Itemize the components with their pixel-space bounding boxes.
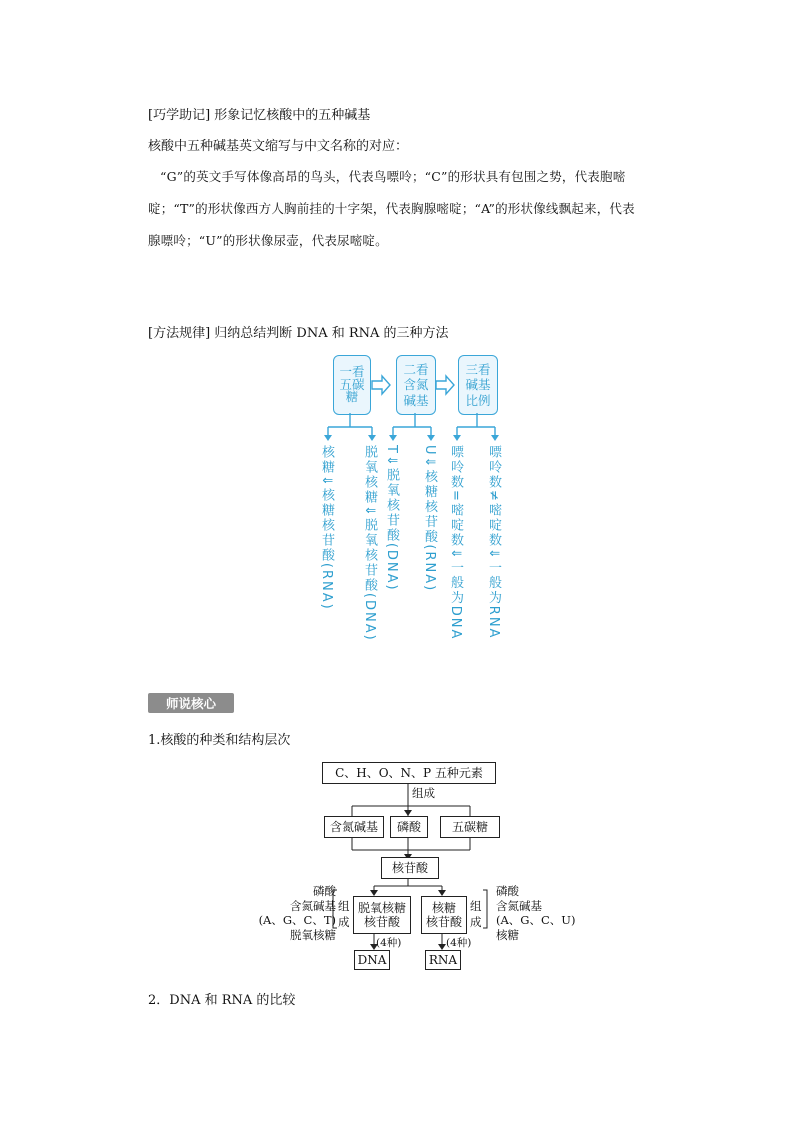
method-col-4: U⇓核糖核苷酸(RNA) [422, 445, 437, 593]
section-2-title: 2．DNA 和 RNA 的比较 [148, 993, 296, 1008]
right-compose-label: 组成 [470, 899, 482, 929]
method-col-3: T⇓脱氧核苷酸(DNA) [384, 445, 399, 592]
phosphate-box: 磷酸 [390, 816, 428, 838]
tip-line-3: 腺嘌呤；“U”的形状像尿壶，代表尿嘧啶。 [148, 233, 388, 248]
tip-subheading: 核酸中五种碱基英文缩写与中文名称的对应： [148, 139, 409, 154]
method-col-5: 嘌呤数=嘧啶数⇓一般为DNA [448, 445, 463, 641]
method-col-2: 脱氧核糖⇓脱氧核苷酸(DNA) [362, 445, 377, 642]
method-box-bases: 二看含氮碱基 [396, 355, 436, 415]
tip-heading: [巧学助记] 形象记忆核酸中的五种碱基 [148, 108, 371, 123]
dna-components-list: 磷酸 含氮碱基 (A、G、C、T) 脱氧核糖 [258, 884, 336, 942]
elements-box: C、H、O、N、P 五种元素 [322, 762, 496, 784]
nucleotide-box: 核苷酸 [381, 857, 439, 879]
dna-box: DNA [354, 950, 390, 970]
ribo-nucleotide-box: 核糖 核苷酸 [421, 896, 467, 934]
tip-line-1: “G”的英文手写体像高昂的鸟头，代表鸟嘌呤；“C”的形状具有包围之势，代表胞嘧 [160, 169, 626, 184]
rna-count: (4种) [446, 937, 472, 949]
next-arrow-icon [372, 376, 390, 394]
core-badge: 师说核心 [148, 693, 234, 713]
method-box-pentose: 一看五碳糖 [333, 355, 371, 415]
next-arrow-icon [436, 376, 454, 394]
deoxy-nucleotide-box: 脱氧核糖 核苷酸 [353, 896, 411, 934]
tip-line-2: 啶；“T”的形状像西方人胸前挂的十字架，代表胸腺嘧啶；“A”的形状像线飘起来，代表 [148, 201, 635, 216]
dna-count: (4种) [376, 937, 402, 949]
section-1-title: 1.核酸的种类和结构层次 [148, 733, 291, 748]
method-heading: [方法规律] 归纳总结判断 DNA 和 RNA 的三种方法 [148, 326, 449, 341]
method-box-ratio: 三看碱基比例 [458, 355, 498, 415]
pentose-box: 五碳糖 [440, 816, 500, 838]
compose-label: 组成 [412, 786, 435, 800]
rna-box: RNA [425, 950, 461, 970]
method-col-1: 核糖⇓核糖核苷酸(RNA) [319, 445, 334, 611]
method-col-6: 嘌呤数≠嘧啶数⇓一般为RNA [486, 445, 501, 640]
bases-box: 含氮碱基 [324, 816, 384, 838]
rna-components-list: 磷酸 含氮碱基 (A、G、C、U) 核糖 [496, 884, 576, 942]
left-compose-label: 组成 [338, 899, 350, 929]
